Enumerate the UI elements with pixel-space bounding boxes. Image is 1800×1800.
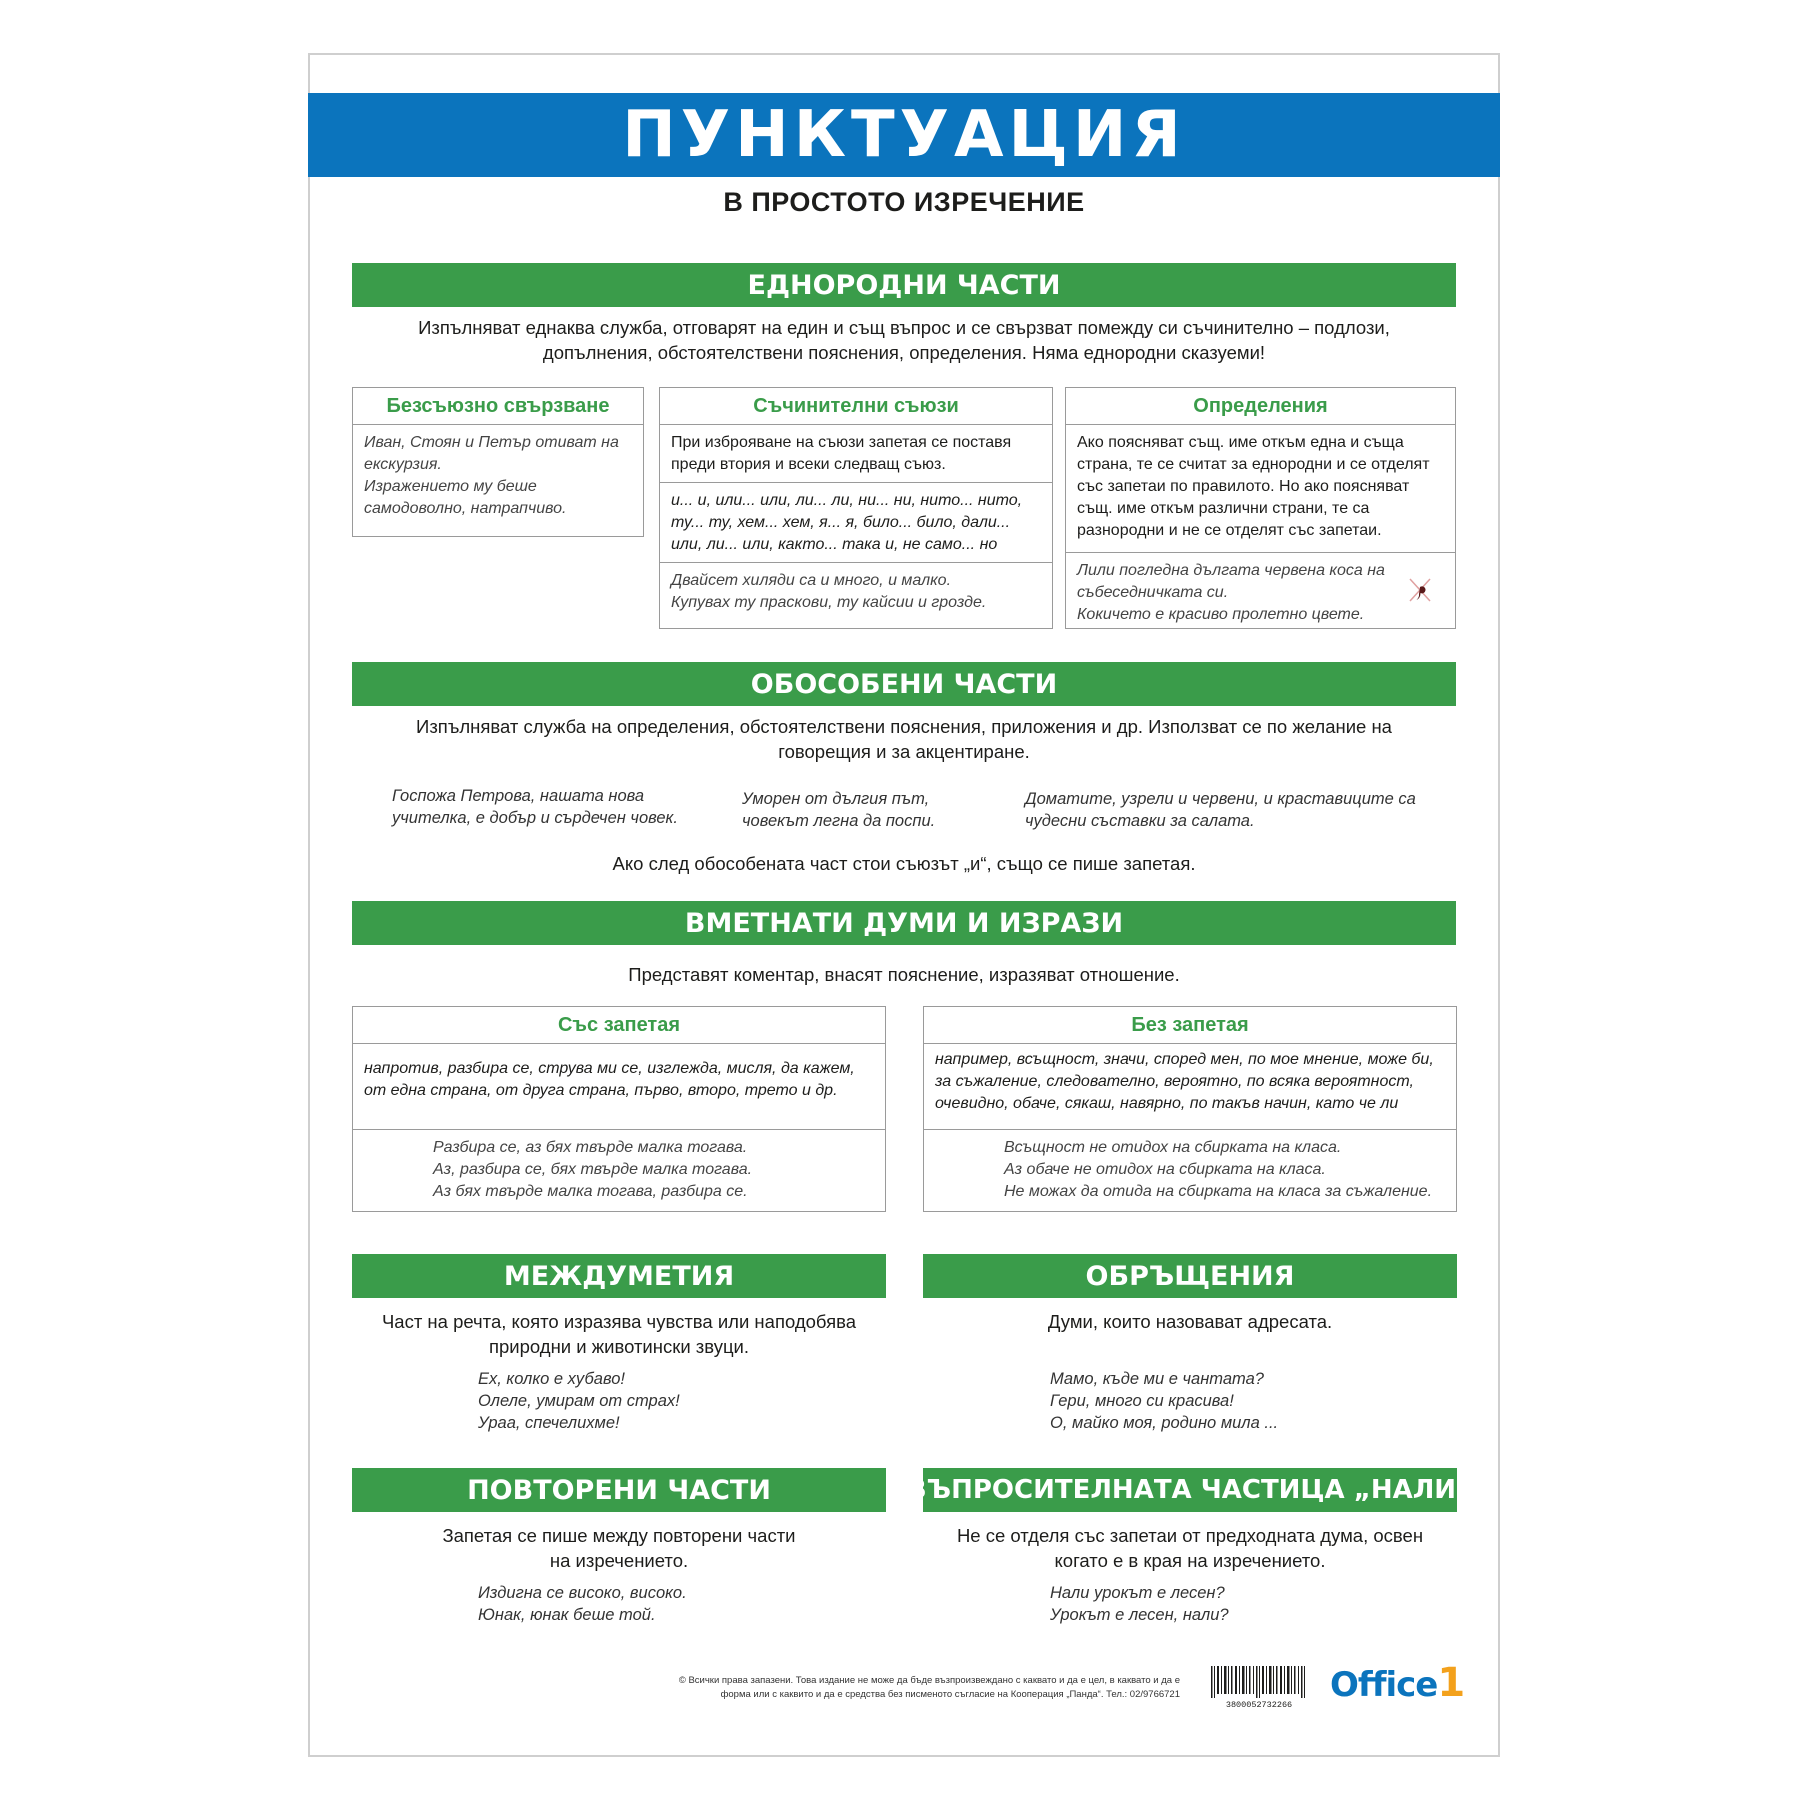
- asyndetic-box: [352, 387, 644, 537]
- title-band: [308, 93, 1500, 177]
- separated-note: Ако след обособената част стои съюзът „и“, също се пише запетая.: [612, 853, 1196, 874]
- separated-example-3: Доматите, узрели и червени, и краставиците са чудесни съставки за салата.: [1025, 790, 1416, 830]
- section-homogeneous-description: Изпълняват еднаква служба, отговарят на един и същ въпрос и се свързват помежду си съчинително – подлози, допълнения, обстоятелствени пояснения, определения. Няма еднородни сказуеми!: [418, 317, 1390, 363]
- conjunctions-box: [659, 387, 1053, 629]
- with-comma-example: Разбира се, аз бях твърде малка тогава. Аз, разбира се, бях твърде малка тогава. Аз бях твърде малка тогава, разбира се.: [433, 1139, 753, 1200]
- conjunctions-title: Съчинителни съюзи: [660, 388, 1052, 425]
- no-comma-icon: [1407, 576, 1433, 604]
- addresses-example: Мамо, къде ми е чантата? Гери, много си красива! О, майко моя, родино мила ...: [1050, 1370, 1279, 1432]
- page-title: ПУНКТУАЦИЯ: [622, 98, 1186, 172]
- section-addresses-description: Думи, които назовават адресата.: [1047, 1311, 1333, 1332]
- logo-number: 1: [1437, 1660, 1465, 1706]
- separated-example-2: Уморен от дългия път, човекът легна да поспи.: [742, 790, 936, 830]
- copyright-notice: © Всички права запазени. Това издание не може да бъде възпроизвеждано с каквато и да е цел, в каквато и да е форма или с каквито и да е средства без писменото съгласие на Кооперация „Панда“. Тел.: 02/9766721: [678, 1675, 1180, 1700]
- conjunctions-rule: При изброяване на съюзи запетая се поставя преди втория и всеки следващ съюз.: [660, 425, 1052, 483]
- barcode-icon: [1207, 1666, 1311, 1708]
- without-comma-words: например, всъщност, значи, според мен, по мое мнение, може би, за съжаление, следователно, вероятно, по всяка вероятност, очевидно, обаче, сякаш, навярно, по такъв начин, като че ли: [924, 1044, 1456, 1130]
- attributes-rule: Ако поясняват същ. име откъм една и съща страна, те се считат за еднородни и се отделят със запетаи по правилото. Но ако поясняват същ. име откъм различни страни, те са разнородни и не се отделят със запетаи.: [1066, 425, 1455, 553]
- interjections-example: Ех, колко е хубаво! Олеле, умирам от страх! Ураа, спечелихме!: [478, 1370, 680, 1432]
- asyndetic-title: Безсъюзно свързване: [353, 388, 643, 425]
- separated-example-1: Госпожа Петрова, нашата нова учителка, е добър и сърдечен човек.: [392, 787, 678, 827]
- with-comma-box: [352, 1006, 886, 1212]
- with-comma-title: Със запетая: [353, 1007, 885, 1044]
- section-interjections-heading: МЕЖДУМЕТИЯ: [352, 1254, 886, 1298]
- conjunctions-example: Двайсет хиляди са и много, и малко. Купувах ту праскови, ту кайсии и грозде.: [671, 572, 987, 611]
- page-subtitle: В ПРОСТОТО ИЗРЕЧЕНИЕ: [723, 187, 1085, 217]
- conjunctions-list: и... и, или... или, ли... ли, ни... ни, нито... нито, ту... ту, хем... хем, я... я, било... било, дали... или, ли... или, както... така и, не само... но: [660, 483, 1052, 563]
- asyndetic-example: Иван, Стоян и Петър отиват на екскурзия. Изражението му беше самодоволно, натрапчиво.: [364, 434, 619, 517]
- office1-logo: [1330, 1660, 1464, 1706]
- with-comma-words: напротив, разбира се, струва ми се, изглежда, мисля, да кажем, от една страна, от друга страна, първо, второ, трето и др.: [353, 1044, 885, 1130]
- logo-text: Office: [1330, 1665, 1438, 1705]
- section-homogeneous-heading: ЕДНОРОДНИ ЧАСТИ: [352, 263, 1456, 307]
- section-parenthetical-heading: ВМЕТНАТИ ДУМИ И ИЗРАЗИ: [352, 901, 1456, 945]
- without-comma-box: [923, 1006, 1457, 1212]
- without-comma-example: Всъщност не отидох на сбирката на класа. Аз обаче не отидох на сбирката на класа. Не можах да отида на сбирката на класа за съжаление.: [1004, 1139, 1433, 1200]
- section-particle-description: Не се отделя със запетаи от предходната дума, освен когато е в края на изречението.: [956, 1525, 1424, 1571]
- attributes-title: Определения: [1066, 388, 1455, 425]
- repeated-example: Издигна се високо, високо. Юнак, юнак беше той.: [478, 1584, 687, 1624]
- without-comma-title: Без запетая: [924, 1007, 1456, 1044]
- particle-example: Нали урокът е лесен? Урокът е лесен, нали?: [1050, 1584, 1229, 1624]
- section-separated-heading: ОБОСОБЕНИ ЧАСТИ: [352, 662, 1456, 706]
- section-particle-heading: ВЪПРОСИТЕЛНАТА ЧАСТИЦА „НАЛИ“: [923, 1468, 1457, 1512]
- section-separated-description: Изпълняват служба на определения, обстоятелствени пояснения, приложения и др. Използват се по желание на говорещия и за акцентиране.: [416, 716, 1392, 762]
- section-interjections-description: Част на речта, която изразява чувства или наподобява природни и животински звуци.: [381, 1311, 857, 1357]
- section-parenthetical-description: Представят коментар, внасят пояснение, изразяват отношение.: [628, 964, 1180, 985]
- barcode-number: 3800052732266: [1225, 1700, 1293, 1708]
- attributes-box: [1065, 387, 1456, 629]
- attributes-example: Лили погледна дългата червена коса на събеседничката си. Кокичето е красиво пролетно цвете.: [1077, 562, 1385, 623]
- section-repeated-description: Запетая се пише между повторени части на изречението.: [442, 1525, 796, 1571]
- section-repeated-heading: ПОВТОРЕНИ ЧАСТИ: [352, 1468, 886, 1512]
- section-addresses-heading: ОБРЪЩЕНИЯ: [923, 1254, 1457, 1298]
